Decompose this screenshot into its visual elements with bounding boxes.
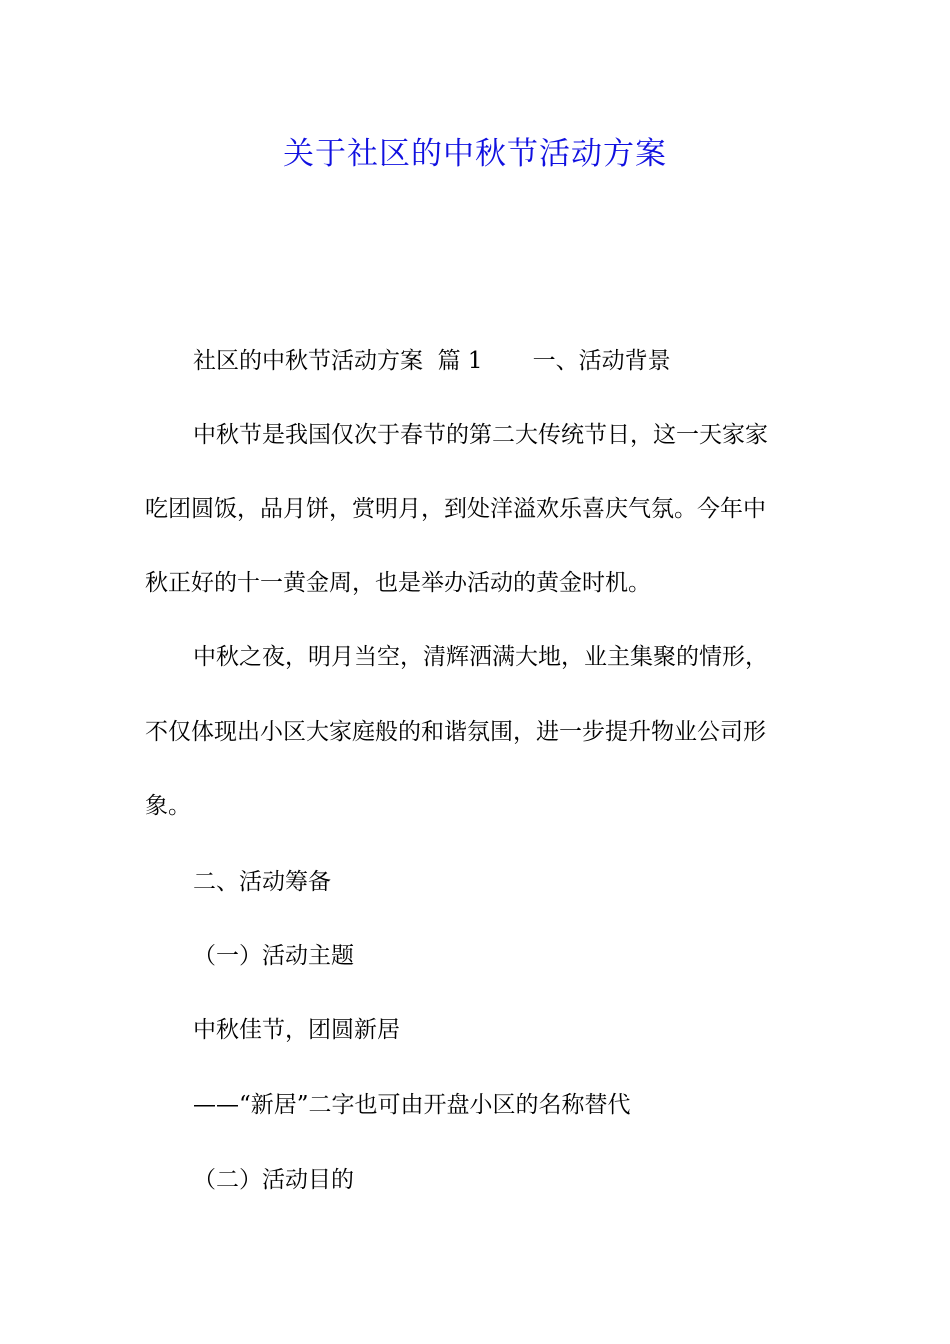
paragraph-line: 吃团圆饭，品月饼，赏明月，到处洋溢欢乐喜庆气氛。今年中 xyxy=(145,496,766,522)
paragraph-line: 象。 xyxy=(145,793,191,819)
heading-line xyxy=(193,324,810,398)
subheading-background: 一、活动背景 xyxy=(532,348,671,374)
subsection-heading-theme: （一）活动主题 xyxy=(193,943,354,969)
section-heading-preparation: 二、活动筹备 xyxy=(193,869,331,895)
paragraph-line: ——“新居”二字也可由开盘小区的名称替代 xyxy=(193,1092,631,1118)
paragraph-line: 中秋之夜，明月当空，清辉洒满大地，业主集聚的情形， xyxy=(193,644,768,670)
subsection-heading-purpose: （二）活动目的 xyxy=(193,1167,354,1193)
paragraph-line: 中秋节是我国仅次于春节的第二大传统节日，这一天家家 xyxy=(193,422,768,448)
document-title: 关于社区的中秋节活动方案 xyxy=(283,136,667,172)
paragraph-line: 中秋佳节，团圆新居 xyxy=(193,1017,400,1043)
paragraph-line: 不仅体现出小区大家庭般的和谐氛围，进一步提升物业公司形 xyxy=(145,719,766,745)
section-heading: 社区的中秋节活动方案 篇 1 xyxy=(193,348,483,374)
paragraph-line: 秋正好的十一黄金周，也是举办活动的黄金时机。 xyxy=(145,570,651,596)
